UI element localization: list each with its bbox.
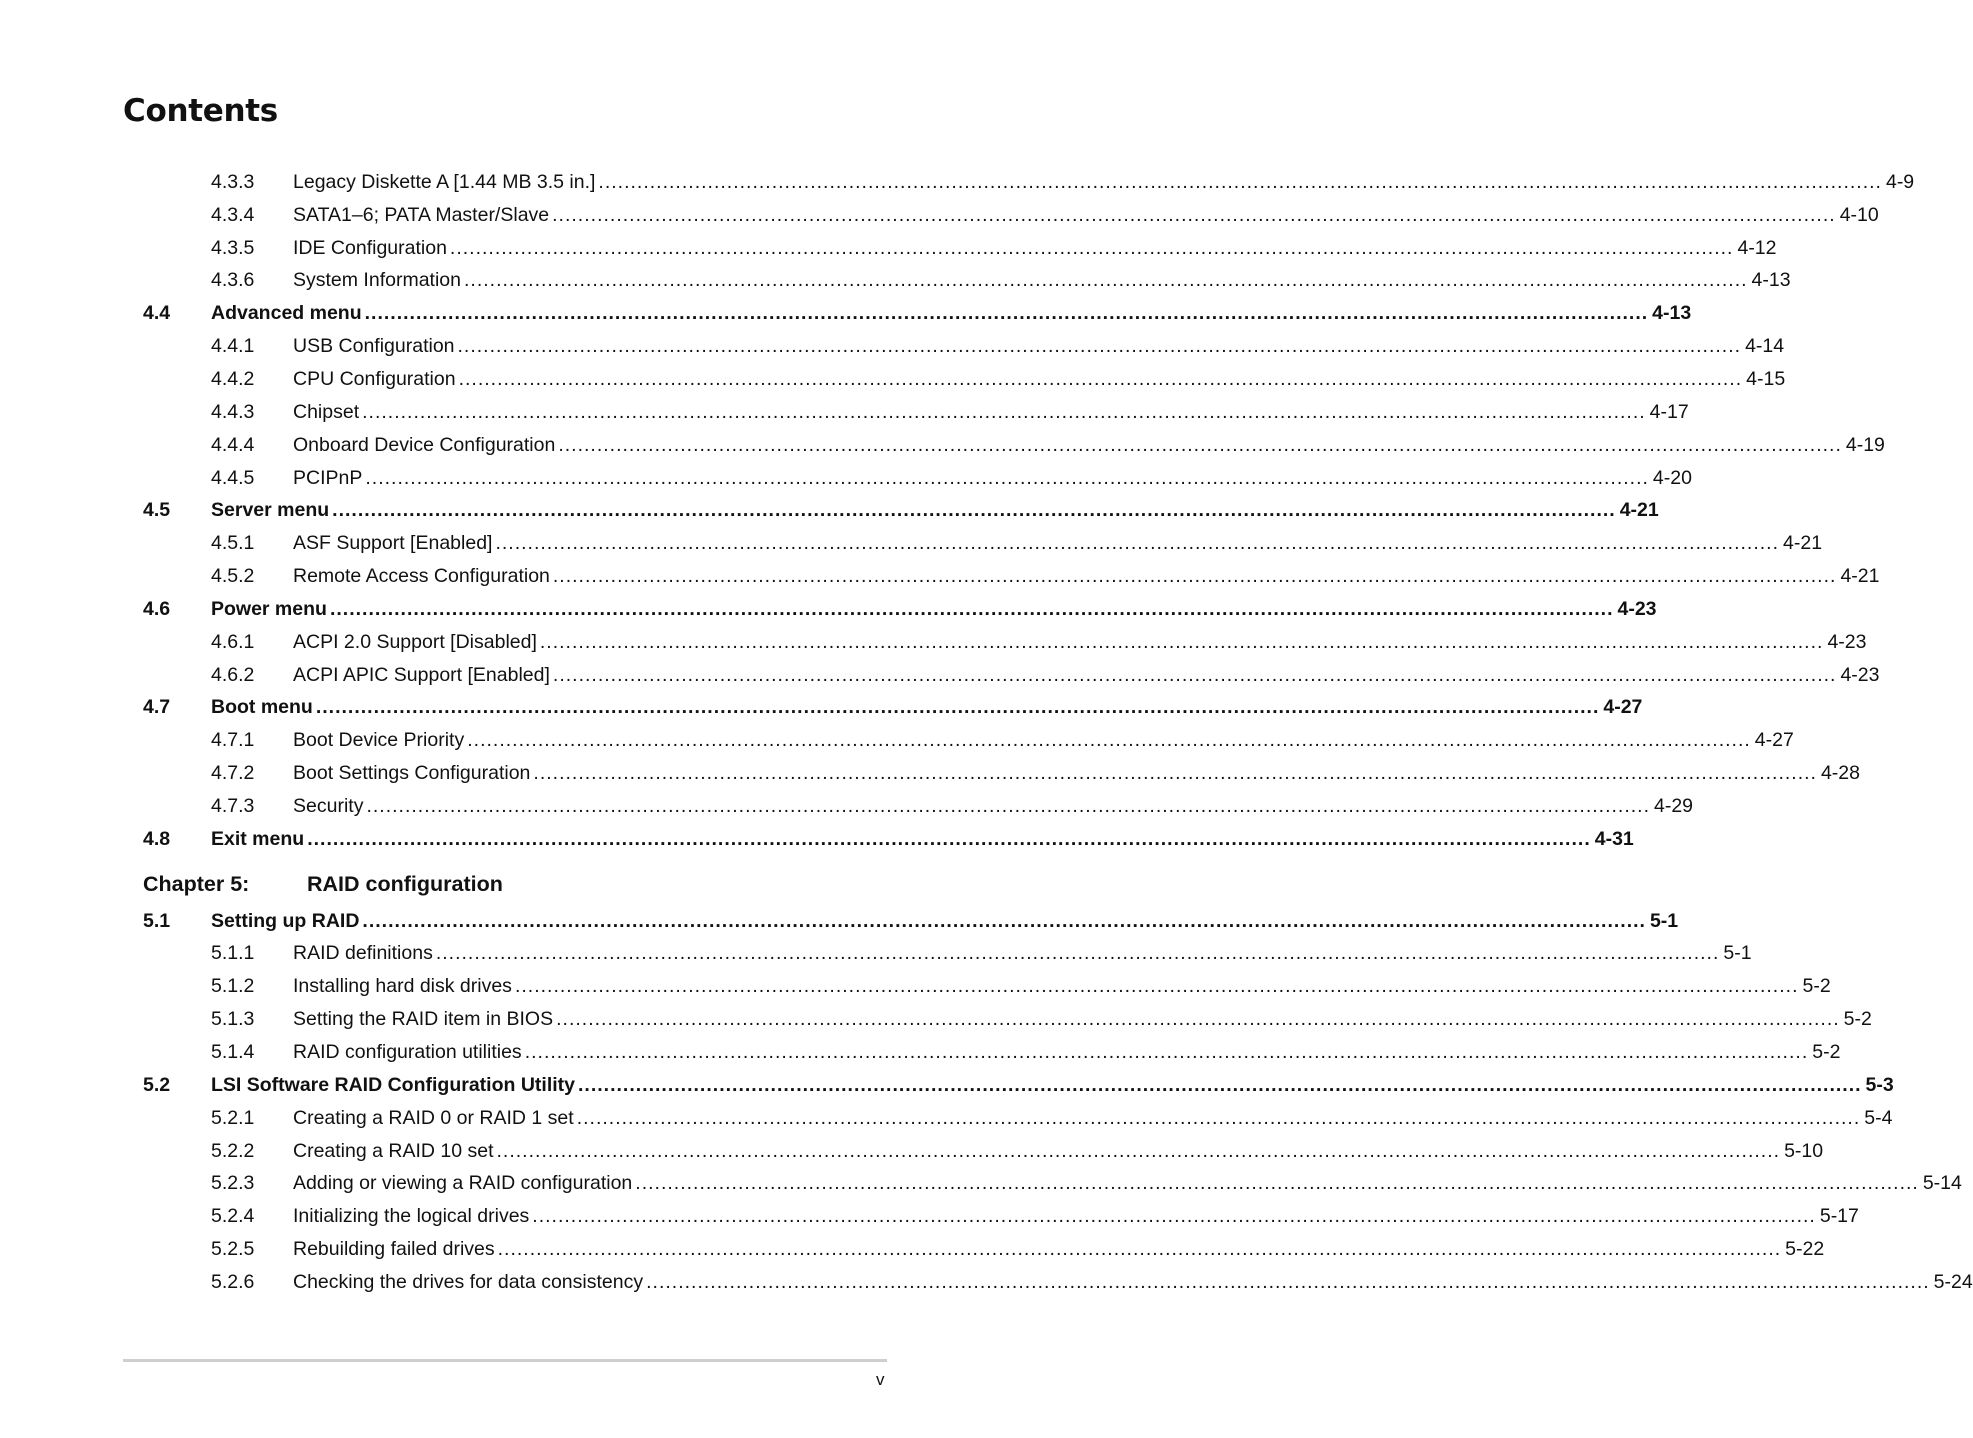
table-of-contents	[0, 166, 1973, 1299]
toc-entry[interactable]	[0, 462, 1692, 495]
toc-entry-page: 4-28	[1820, 762, 1860, 785]
toc-entry[interactable]	[0, 1266, 1973, 1299]
toc-entry-number: 4.4.2	[211, 367, 255, 390]
dot-leader: ........................................................................................................................................................................................................	[463, 269, 1748, 292]
chapter-title: RAID configuration	[307, 871, 503, 896]
toc-entry-number: 5.2	[143, 1073, 171, 1096]
toc-entry-number: 4.6.1	[211, 630, 255, 653]
toc-entry-number: 4.7.2	[211, 762, 255, 785]
toc-entry-body	[293, 794, 1694, 818]
toc-entry-page: 5-4	[1864, 1106, 1893, 1129]
toc-entry[interactable]	[0, 429, 1885, 462]
dot-leader: ........................................................................................................................................................................................................	[457, 335, 1742, 358]
toc-entry[interactable]	[0, 232, 1777, 265]
toc-entry-body	[293, 663, 1880, 687]
toc-entry-body	[293, 236, 1777, 260]
footer-rule	[123, 1359, 887, 1362]
page-title: Contents	[123, 93, 278, 129]
dot-leader: ........................................................................................................................................................................................................	[364, 302, 1649, 325]
toc-entry[interactable]	[0, 790, 1694, 823]
dot-leader: ........................................................................................................................................................................................................	[365, 466, 1649, 489]
toc-entry-page: 4-23	[1617, 597, 1657, 620]
toc-entry-page: 5-2	[1802, 975, 1831, 998]
toc-entry-body	[293, 565, 1880, 588]
toc-entry-page: 5-1	[1723, 942, 1752, 965]
toc-entry-body	[293, 1270, 1973, 1294]
toc-entry-page: 4-23	[1827, 630, 1867, 653]
toc-entry-number: 4.4.1	[211, 335, 255, 358]
toc-entry-label: SATA1–6; PATA Master/Slave	[293, 203, 550, 226]
toc-entry-page: 4-12	[1737, 236, 1777, 259]
toc-entry-label: ACPI APIC Support [Enabled]	[293, 663, 550, 686]
toc-entry-number: 5.1.4	[211, 1041, 255, 1064]
toc-entry-body	[211, 302, 1692, 325]
toc-entry-body	[211, 696, 1643, 719]
toc-entry-label: Setting up RAID	[211, 909, 360, 932]
toc-entry-label: Boot Settings Configuration	[293, 762, 531, 785]
toc-entry-label: Advanced menu	[211, 302, 362, 325]
toc-entry[interactable]	[0, 297, 1692, 330]
toc-entry-body	[211, 909, 1679, 933]
dot-leader: ........................................................................................................................................................................................................	[558, 433, 1842, 456]
dot-leader: ........................................................................................................................................................................................................	[497, 1238, 1782, 1261]
dot-leader: ........................................................................................................................................................................................................	[646, 1270, 1930, 1293]
toc-entry-number: 5.2.2	[211, 1139, 255, 1162]
toc-entry-body	[293, 367, 1786, 391]
dot-leader: ........................................................................................................................................................................................................	[552, 203, 1836, 226]
toc-entry-number: 4.8	[143, 827, 171, 850]
toc-section-chapter-5	[0, 905, 1973, 1299]
toc-entry[interactable]	[0, 593, 1657, 626]
toc-entry-page: 4-21	[1840, 565, 1880, 588]
toc-entry-number: 5.2.1	[211, 1106, 255, 1129]
toc-entry-label: Creating a RAID 10 set	[293, 1139, 494, 1162]
toc-entry-page: 4-15	[1746, 367, 1786, 390]
toc-entry[interactable]	[0, 199, 1879, 232]
dot-leader: ........................................................................................................................................................................................................	[635, 1172, 1919, 1195]
toc-entry-page: 4-10	[1839, 203, 1879, 226]
toc-entry-label: Checking the drives for data consistency	[293, 1270, 644, 1293]
toc-entry-body	[293, 1106, 1893, 1130]
toc-entry-page: 4-21	[1619, 499, 1659, 522]
toc-entry-page: 4-14	[1745, 335, 1785, 358]
toc-entry-label: Adding or viewing a RAID configuration	[293, 1172, 633, 1195]
dot-leader: ........................................................................................................................................................................................................	[449, 236, 1734, 259]
toc-entry-number: 5.1	[143, 909, 171, 932]
dot-leader: ........................................................................................................................................................................................................	[578, 1073, 1862, 1096]
toc-entry-body	[293, 532, 1823, 555]
toc-entry-label: Rebuilding failed drives	[293, 1238, 495, 1261]
toc-entry-number: 4.3.5	[211, 236, 255, 259]
toc-entry-number: 5.2.4	[211, 1205, 255, 1228]
toc-entry-body	[211, 827, 1634, 851]
toc-entry-body	[293, 466, 1692, 490]
toc-entry[interactable]	[0, 494, 1659, 527]
toc-entry[interactable]	[0, 1036, 1841, 1069]
toc-entry-body	[211, 1073, 1894, 1097]
dot-leader: ........................................................................................................................................................................................................	[366, 794, 1650, 817]
toc-entry-body	[293, 1238, 1825, 1261]
dot-leader: ........................................................................................................................................................................................................	[539, 630, 1824, 653]
toc-entry-body	[293, 433, 1885, 457]
chapter-heading	[0, 856, 954, 905]
toc-entry[interactable]	[0, 1167, 1962, 1200]
dot-leader: ........................................................................................................................................................................................................	[576, 1106, 1861, 1129]
toc-entry-body	[293, 1205, 1859, 1228]
toc-entry-label: Boot Device Priority	[293, 729, 465, 752]
toc-entry-label: Power menu	[211, 597, 327, 620]
toc-entry-number: 5.2.5	[211, 1238, 255, 1261]
toc-entry-page: 5-1	[1649, 909, 1679, 932]
dot-leader: ........................................................................................................................................................................................................	[556, 1008, 1840, 1031]
toc-entry[interactable]	[0, 1135, 1824, 1168]
toc-entry-label: System Information	[293, 269, 461, 292]
dot-leader: ........................................................................................................................................................................................................	[362, 909, 1646, 932]
toc-entry-page: 5-2	[1843, 1008, 1872, 1031]
toc-entry-number: 4.3.4	[211, 203, 255, 226]
toc-entry-number: 4.4.4	[211, 433, 255, 456]
toc-entry-number: 4.4.5	[211, 466, 255, 489]
toc-entry-body	[211, 597, 1657, 621]
toc-entry[interactable]	[0, 724, 1794, 757]
toc-entry[interactable]	[0, 1069, 1894, 1102]
toc-entry-body	[293, 1172, 1962, 1195]
toc-entry[interactable]	[0, 1003, 1872, 1036]
toc-entry-number: 5.1.3	[211, 1008, 255, 1031]
toc-entry-number: 5.2.6	[211, 1270, 255, 1293]
toc-entry-number: 5.1.2	[211, 975, 255, 998]
dot-leader: ........................................................................................................................................................................................................	[495, 532, 1780, 555]
toc-entry[interactable]	[0, 560, 1880, 593]
toc-entry[interactable]	[0, 659, 1880, 692]
page-number: v	[876, 1370, 885, 1389]
toc-entry-label: Exit menu	[211, 827, 305, 850]
toc-entry-body	[293, 729, 1794, 752]
toc-entry-body	[293, 203, 1879, 227]
toc-entry-number: 5.2.3	[211, 1172, 255, 1195]
dot-leader: ........................................................................................................................................................................................................	[362, 400, 1646, 423]
toc-entry-number: 4.7.3	[211, 794, 255, 817]
toc-entry-page: 4-9	[1885, 170, 1915, 193]
dot-leader: ........................................................................................................................................................................................................	[524, 1041, 1809, 1064]
toc-entry-page: 5-24	[1933, 1270, 1973, 1293]
toc-entry[interactable]	[0, 527, 1823, 560]
toc-entry[interactable]	[0, 626, 1867, 659]
toc-entry-number: 4.5	[143, 499, 171, 522]
toc-entry-label: CPU Configuration	[293, 367, 456, 390]
toc-entry-label: Onboard Device Configuration	[293, 433, 556, 456]
toc-entry-page: 4-17	[1649, 400, 1689, 423]
toc-entry-label: ACPI 2.0 Support [Disabled]	[293, 630, 537, 653]
toc-entry-page: 4-20	[1652, 466, 1692, 489]
toc-entry-number: 4.7.1	[211, 729, 255, 752]
toc-entry-label: LSI Software RAID Configuration Utility	[211, 1073, 575, 1096]
toc-entry-page: 4-19	[1845, 433, 1885, 456]
toc-entry-body	[293, 335, 1785, 358]
toc-entry-label: Boot menu	[211, 696, 313, 719]
dot-leader: ........................................................................................................................................................................................................	[329, 597, 1614, 620]
toc-entry-page: 4-27	[1754, 729, 1794, 752]
toc-entry-label: Initializing the logical drives	[293, 1205, 530, 1228]
dot-leader: ........................................................................................................................................................................................................	[435, 942, 1720, 965]
chapter-number: Chapter 5:	[143, 871, 250, 896]
toc-entry[interactable]	[0, 970, 1831, 1003]
toc-entry[interactable]	[0, 396, 1689, 429]
toc-entry-page: 5-14	[1922, 1172, 1962, 1195]
toc-entry-page: 5-17	[1819, 1205, 1859, 1228]
toc-entry-number: 5.1.1	[211, 942, 255, 965]
toc-entry-page: 4-29	[1654, 794, 1694, 817]
toc-entry-label: PCIPnP	[293, 466, 363, 489]
toc-entry[interactable]	[0, 265, 1791, 298]
toc-entry[interactable]	[0, 757, 1860, 790]
toc-entry-number: 4.5.2	[211, 565, 255, 588]
toc-entry-label: Remote Access Configuration	[293, 565, 550, 588]
dot-leader: ........................................................................................................................................................................................................	[315, 696, 1600, 719]
toc-entry-page: 5-10	[1784, 1139, 1824, 1162]
toc-entry-body	[211, 499, 1659, 522]
toc-entry-number: 4.4	[143, 302, 171, 325]
dot-leader: ........................................................................................................................................................................................................	[307, 827, 1591, 850]
toc-entry-body	[293, 170, 1915, 194]
toc-entry-page: 5-2	[1812, 1041, 1841, 1064]
toc-section-chapter-4	[0, 166, 1915, 856]
toc-entry-body	[293, 762, 1860, 785]
toc-entry-body	[293, 400, 1689, 424]
toc-entry-label: RAID definitions	[293, 942, 433, 965]
toc-entry-page: 5-22	[1785, 1238, 1825, 1261]
toc-entry-page: 4-31	[1594, 827, 1634, 850]
toc-entry-label: Server menu	[211, 499, 330, 522]
dot-leader: ........................................................................................................................................................................................................	[552, 663, 1837, 686]
toc-entry-body	[293, 975, 1831, 998]
toc-entry-page: 4-21	[1783, 532, 1823, 555]
toc-entry-page: 5-3	[1865, 1073, 1894, 1096]
toc-entry-label: Chipset	[293, 400, 360, 423]
toc-entry[interactable]	[0, 166, 1915, 199]
toc-entry-body	[293, 942, 1752, 965]
dot-leader: ........................................................................................................................................................................................................	[467, 729, 1751, 752]
toc-entry-number: 4.3.3	[211, 170, 255, 193]
toc-entry-number: 4.7	[143, 696, 171, 719]
toc-entry-number: 4.6	[143, 597, 171, 620]
toc-entry-label: RAID configuration utilities	[293, 1041, 522, 1064]
toc-entry-body	[293, 1139, 1824, 1163]
toc-entry[interactable]	[0, 823, 1634, 856]
toc-entry[interactable]	[0, 938, 1752, 971]
toc-entry[interactable]	[0, 1233, 1825, 1266]
toc-entry-number: 4.4.3	[211, 400, 255, 423]
toc-entry-label: ASF Support [Enabled]	[293, 532, 493, 555]
dot-leader: ........................................................................................................................................................................................................	[496, 1139, 1781, 1162]
toc-entry[interactable]	[0, 1102, 1893, 1135]
toc-entry-label: Setting the RAID item in BIOS	[293, 1008, 554, 1031]
dot-leader: ........................................................................................................................................................................................................	[532, 1205, 1816, 1228]
toc-entry-page: 4-13	[1652, 302, 1692, 325]
dot-leader: ........................................................................................................................................................................................................	[332, 499, 1616, 522]
toc-entry-number: 4.5.1	[211, 532, 255, 555]
toc-entry-number: 4.3.6	[211, 269, 255, 292]
toc-entry-body	[293, 1041, 1841, 1064]
toc-entry-label: Installing hard disk drives	[293, 975, 512, 998]
toc-entry[interactable]	[0, 330, 1785, 363]
toc-entry[interactable]	[0, 363, 1786, 396]
dot-leader: ........................................................................................................................................................................................................	[514, 975, 1799, 998]
toc-entry-label: USB Configuration	[293, 335, 455, 358]
toc-entry-body	[293, 630, 1867, 654]
toc-entry-label: Creating a RAID 0 or RAID 1 set	[293, 1106, 574, 1129]
toc-entry-label: Legacy Diskette A [1.44 MB 3.5 in.]	[293, 170, 596, 193]
toc-entry-page: 4-23	[1840, 663, 1880, 686]
toc-entry[interactable]	[0, 905, 1679, 938]
dot-leader: ........................................................................................................................................................................................................	[598, 170, 1882, 193]
toc-entry-body	[293, 1008, 1872, 1031]
toc-entry[interactable]	[0, 692, 1643, 725]
toc-entry-body	[293, 269, 1791, 292]
dot-leader: ........................................................................................................................................................................................................	[533, 762, 1817, 785]
toc-entry-label: IDE Configuration	[293, 236, 447, 259]
toc-entry[interactable]	[0, 1200, 1859, 1233]
toc-entry-page: 4-13	[1751, 269, 1791, 292]
dot-leader: ........................................................................................................................................................................................................	[552, 565, 1837, 588]
toc-entry-number: 4.6.2	[211, 663, 255, 686]
toc-entry-page: 4-27	[1603, 696, 1643, 719]
dot-leader: ........................................................................................................................................................................................................	[458, 367, 1743, 390]
toc-entry-label: Security	[293, 794, 364, 817]
